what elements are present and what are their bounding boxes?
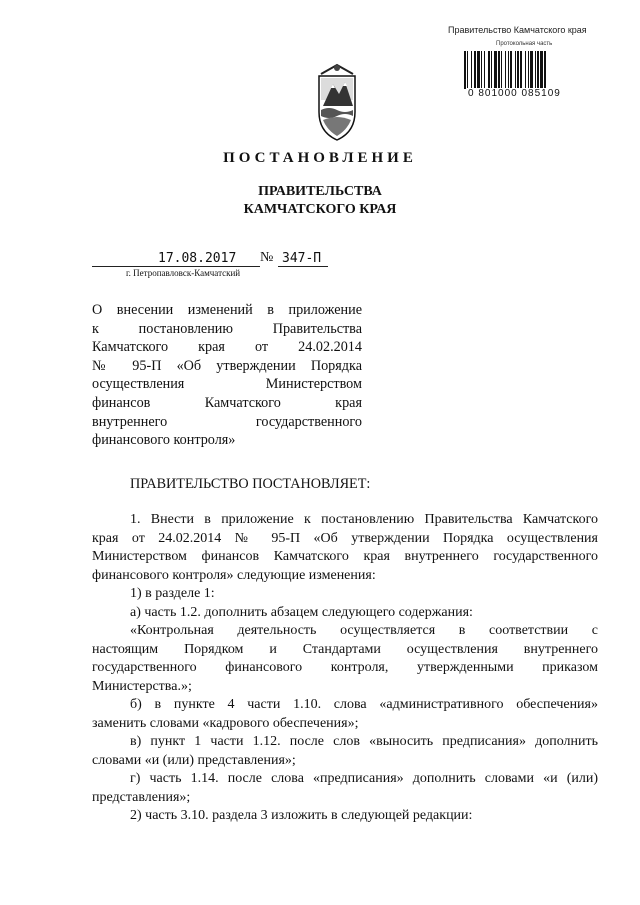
- body-line: словами «и (или) представления»;: [92, 752, 296, 768]
- body-line: Министерства.»;: [92, 678, 192, 694]
- barcode-bar: [471, 51, 472, 89]
- barcode-bar: [544, 51, 546, 89]
- barcode-bar: [510, 51, 512, 89]
- body-line: 1. Внести в приложение к постановлению Правительства Камчатского: [130, 512, 598, 527]
- body-line: г) часть 1.14. после слова «предписания» дополнить словами «и (или): [130, 771, 598, 786]
- date-underline: [92, 266, 260, 267]
- kamchatka-coat-of-arms-icon: [315, 60, 359, 142]
- barcode-bar: [467, 51, 468, 89]
- subject-line: финансов Камчатского края: [92, 394, 362, 411]
- barcode-bar: [515, 51, 516, 89]
- subject-line: О внесении изменений в приложение: [92, 302, 362, 318]
- body-line: настоящим Порядком и Стандартами осуществления внутреннего: [92, 641, 598, 657]
- body-line: 2) часть 3.10. раздела 3 изложить в следующей редакции:: [130, 808, 473, 823]
- barcode-bar: [494, 51, 497, 89]
- subject-line: осуществления Министерством: [92, 376, 362, 393]
- subject-line: финансового контроля»: [92, 432, 236, 449]
- barcode-bar: [488, 51, 490, 89]
- number-sign: №: [260, 250, 274, 265]
- body-line: государственного финансового контроля, утвержденными приказом: [92, 660, 598, 675]
- barcode-bar: [530, 51, 533, 89]
- barcode-bar: [491, 51, 492, 89]
- document-body: [92, 511, 598, 826]
- barcode-bar: [481, 51, 482, 89]
- barcode-bar: [517, 51, 519, 89]
- barcode-bar: [501, 51, 502, 89]
- barcode-bar: [464, 51, 466, 89]
- barcode-bar: [474, 51, 476, 89]
- body-line: финансового контроля» следующие изменения:: [92, 567, 376, 583]
- stamp-organization: Правительство Камчатского края: [448, 25, 587, 35]
- barcode-bar: [535, 51, 536, 89]
- barcode-bar: [498, 51, 500, 89]
- body-line: в) пункт 1 части 1.12. после слов «выносить предписания» дополнить: [130, 734, 598, 749]
- body-line: а) часть 1.2. дополнить абзацем следующего содержания:: [130, 604, 473, 620]
- resolution-heading: ПРАВИТЕЛЬСТВО ПОСТАНОВЛЯЕТ:: [130, 476, 371, 492]
- barcode-bar: [537, 51, 539, 89]
- body-line: 1) в разделе 1:: [130, 586, 215, 601]
- barcode-bar: [477, 51, 480, 89]
- body-line: «Контрольная деятельность осуществляется в соответствии с: [130, 623, 598, 638]
- subject-line: № 95-П «Об утверждении Порядка: [92, 357, 362, 374]
- document-subject: [92, 301, 362, 450]
- body-line: заменить словами «кадрового обеспечения»;: [92, 715, 359, 731]
- number-underline: [278, 266, 328, 267]
- barcode-bar: [525, 51, 526, 89]
- barcode-bar: [540, 51, 543, 89]
- body-line: представления»;: [92, 789, 191, 805]
- document-date: 17.08.2017: [158, 251, 237, 266]
- barcode-bar: [484, 51, 485, 89]
- barcode-bar: [528, 51, 529, 89]
- barcode-bar: [505, 51, 506, 89]
- barcode-bar: [508, 51, 509, 89]
- authority-line-2: КАМЧАТСКОГО КРАЯ: [243, 202, 397, 217]
- stamp-part: Протокольная часть: [496, 41, 553, 47]
- document-type: ПОСТАНОВЛЕНИЕ: [223, 150, 417, 166]
- body-line: края от 24.02.2014 № 95-П «Об утверждении Порядка осуществления: [92, 530, 598, 546]
- body-line: Министерством финансов Камчатского края внутреннего государственного: [92, 549, 598, 564]
- body-line: б) в пункте 4 части 1.10. слова «административного обеспечения»: [130, 697, 598, 712]
- subject-line: внутреннего государственного: [92, 413, 362, 430]
- document-number: 347-П: [282, 251, 322, 266]
- barcode-bar: [520, 51, 522, 89]
- subject-line: Камчатского края от 24.02.2014: [92, 339, 362, 356]
- barcode-number: 0 801000 085109: [468, 88, 561, 99]
- authority-line-1: ПРАВИТЕЛЬСТВА: [258, 184, 382, 199]
- document-city: г. Петропавловск-Камчатский: [126, 268, 241, 278]
- subject-line: к постановлению Правительства: [92, 320, 362, 337]
